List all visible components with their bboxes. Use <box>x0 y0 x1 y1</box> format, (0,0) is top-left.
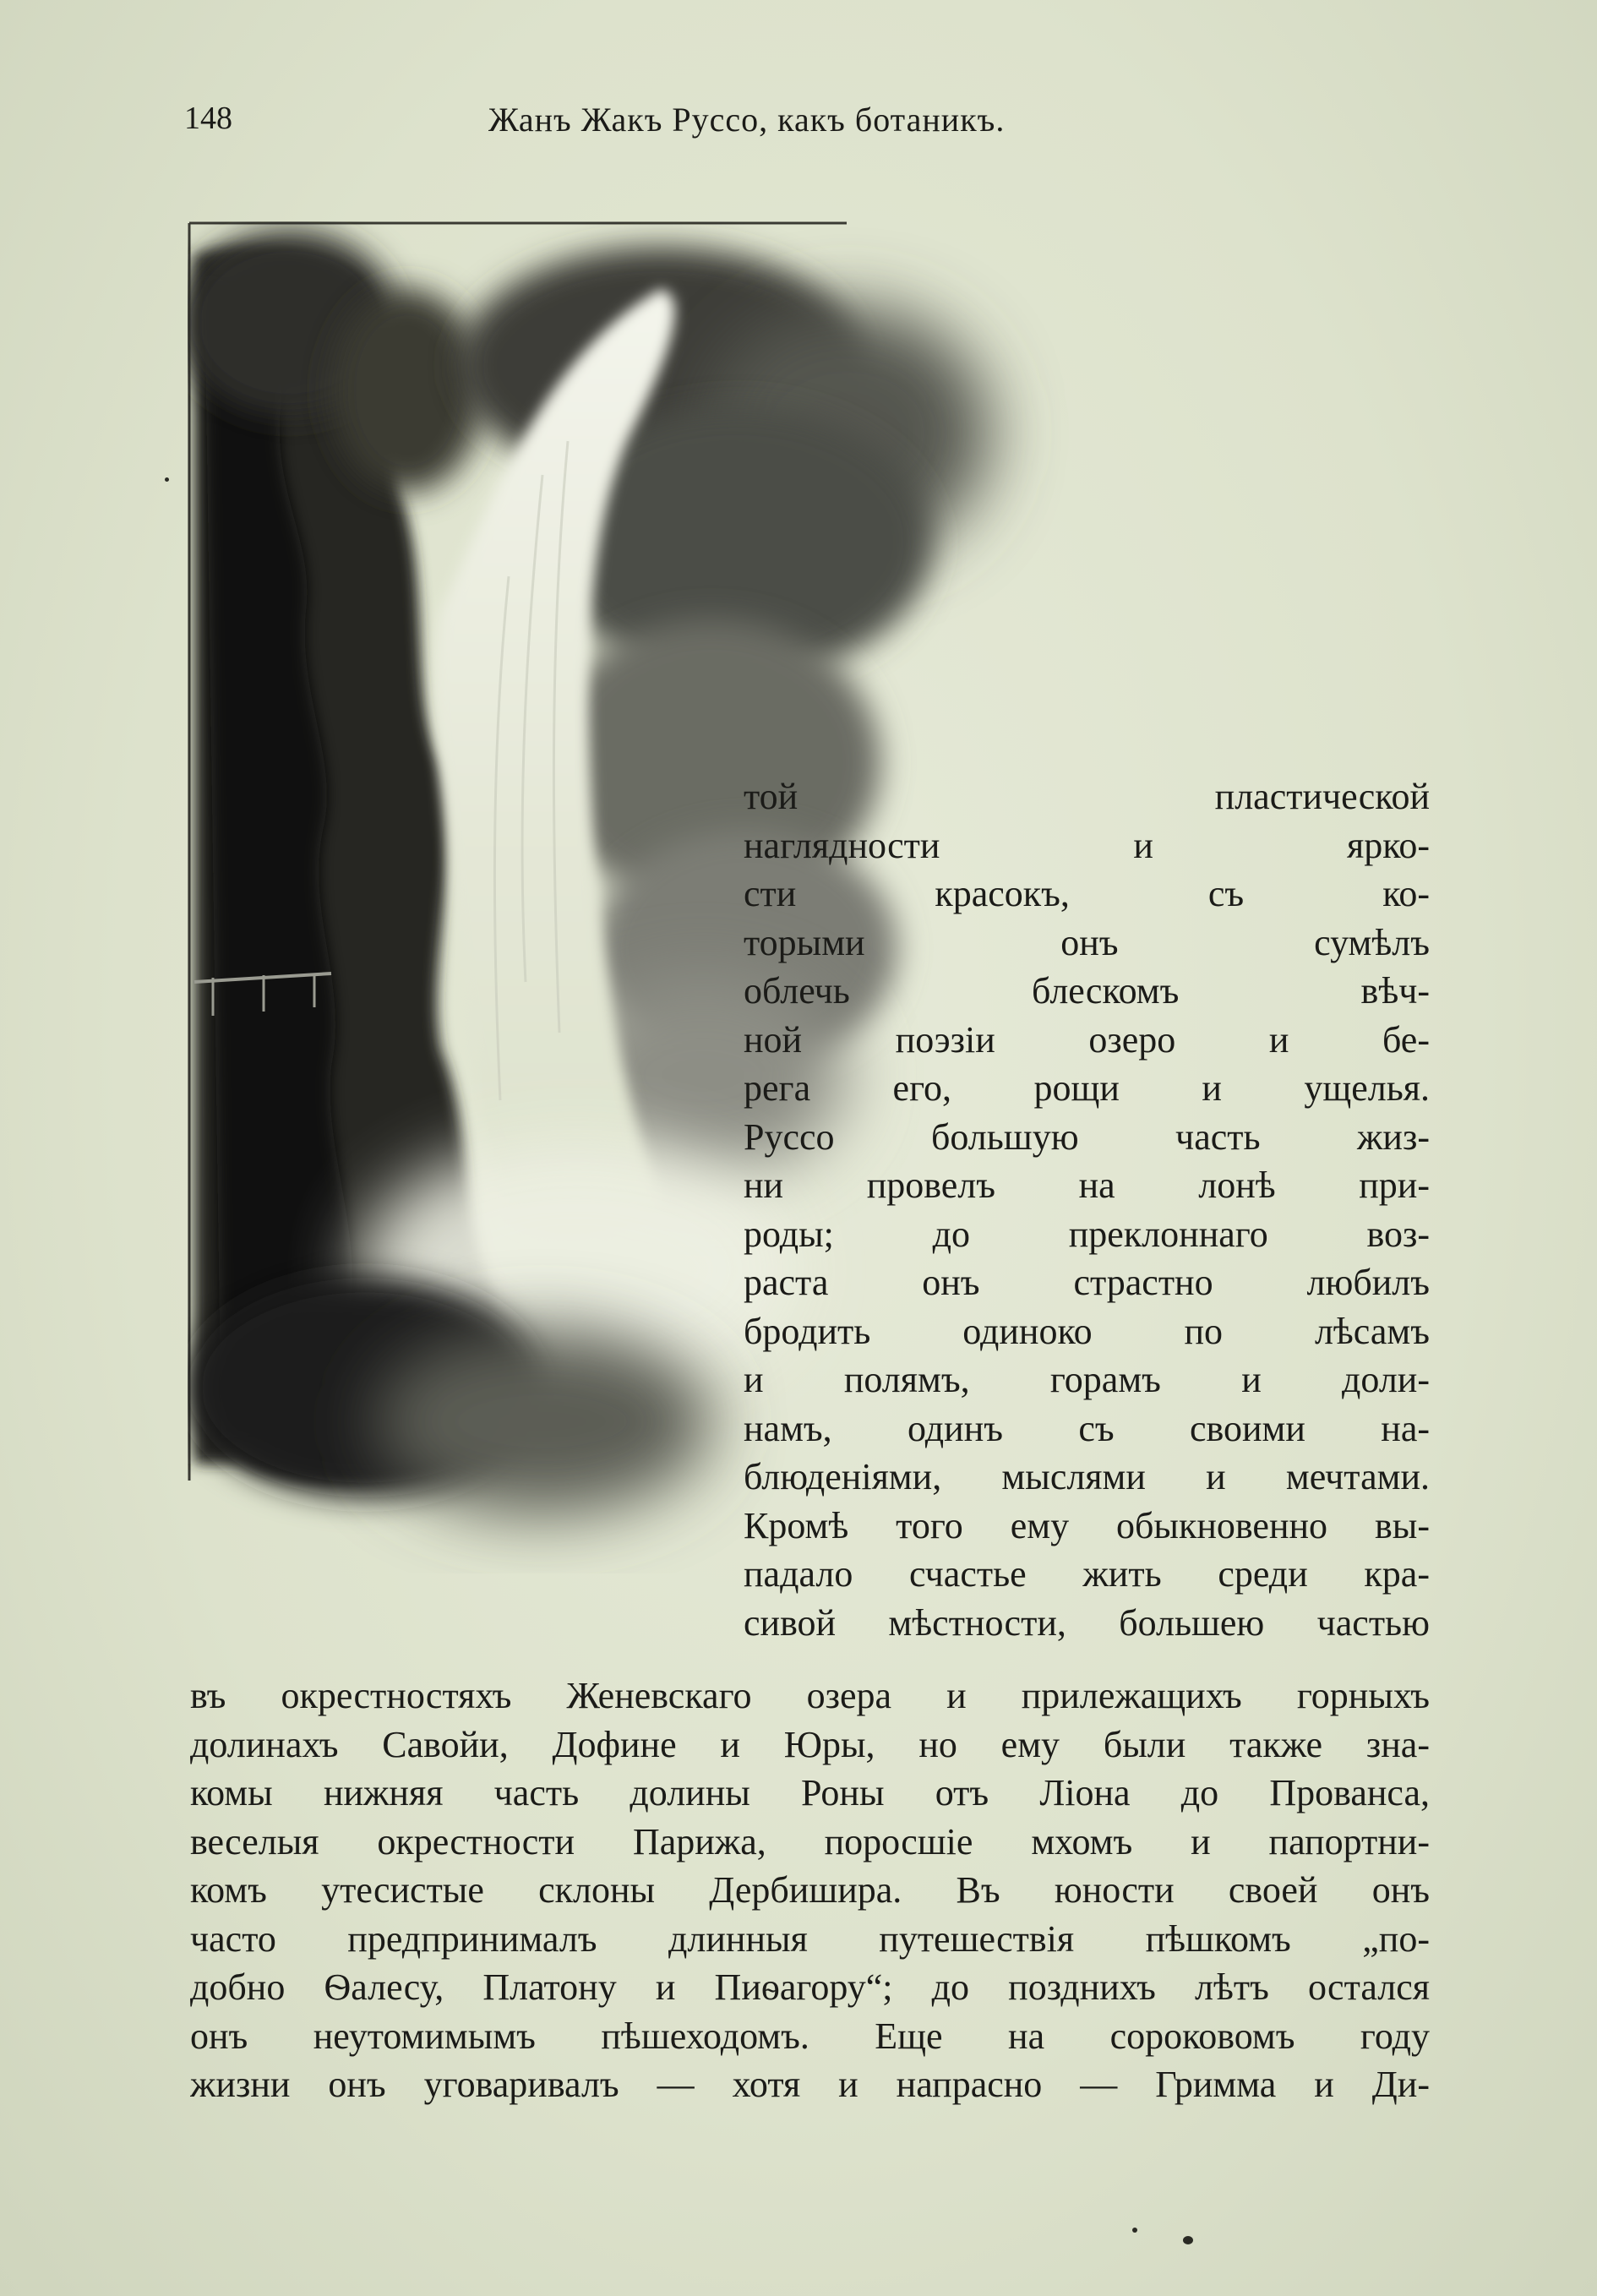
text-line: намъ, одинъ съ своими на- <box>744 1407 1430 1449</box>
running-head <box>184 100 1131 150</box>
text-line: въ окрестностяхъ Женевскаго озера и прилежащихъ горныхъ <box>190 1675 1430 1716</box>
page-number: 148 <box>184 101 232 136</box>
text-line: сивой мѣстности, большею частью <box>744 1601 1430 1644</box>
text-line: ни провелъ на лонѣ при- <box>744 1164 1430 1206</box>
text-line: сти красокъ, съ ко- <box>744 873 1430 914</box>
text-line: жизни онъ уговаривалъ — хотя и напрасно — Гримма и Ди- <box>190 2064 1430 2105</box>
print-speck <box>1132 2228 1137 2233</box>
wrapped-text-column <box>744 772 1430 1647</box>
text-line: рега его, рощи и ущелья. <box>744 1067 1430 1109</box>
text-line: добно Ѳалесу, Платону и Пиѳагору“; до позднихъ лѣтъ остался <box>190 1966 1430 2008</box>
text-line: долинахъ Савойи, Дофине и Юры, но ему были также зна- <box>190 1723 1430 1765</box>
text-line: ной поэзіи озеро и бе- <box>744 1018 1430 1061</box>
text-line: комъ утесистые склоны Дербишира. Въ юности своей онъ <box>190 1869 1430 1911</box>
text-line: раста онъ страстно любилъ <box>744 1262 1430 1303</box>
text-line: наглядности и ярко- <box>744 824 1430 866</box>
text-line: и полямъ, горамъ и доли- <box>744 1359 1430 1400</box>
text-line: падало счастье жить среди кра- <box>744 1553 1430 1595</box>
text-line: онъ неутомимымъ пѣшеходомъ. Еще на сороковомъ году <box>190 2015 1430 2057</box>
text-line: часто предпринималъ длинныя путешествія пѣшкомъ „по- <box>190 1917 1430 1960</box>
text-line: Кромѣ того ему обыкновенно вы- <box>744 1504 1430 1546</box>
running-title: Жанъ Жакъ Руссо, какъ ботаникъ. <box>488 101 1006 139</box>
text-line: той пластической <box>744 776 1430 817</box>
text-line: бродить одиноко по лѣсамъ <box>744 1310 1430 1352</box>
text-line: блюденіями, мыслями и мечтами. <box>744 1456 1430 1497</box>
full-width-text <box>190 1672 1430 2109</box>
text-line: Руссо большую часть жиз- <box>744 1115 1430 1158</box>
text-line: роды; до преклоннаго воз- <box>744 1213 1430 1255</box>
print-speck <box>165 477 169 482</box>
text-line: облечь блескомъ вѣч- <box>744 970 1430 1012</box>
text-line: комы нижняя часть долины Роны отъ Ліона до Прованса, <box>190 1772 1430 1813</box>
print-speck <box>1183 2236 1193 2244</box>
text-line: веселыя окрестности Парижа, поросшіе мхомъ и папортни- <box>190 1820 1430 1862</box>
text-line: торыми онъ сумѣлъ <box>744 921 1430 963</box>
